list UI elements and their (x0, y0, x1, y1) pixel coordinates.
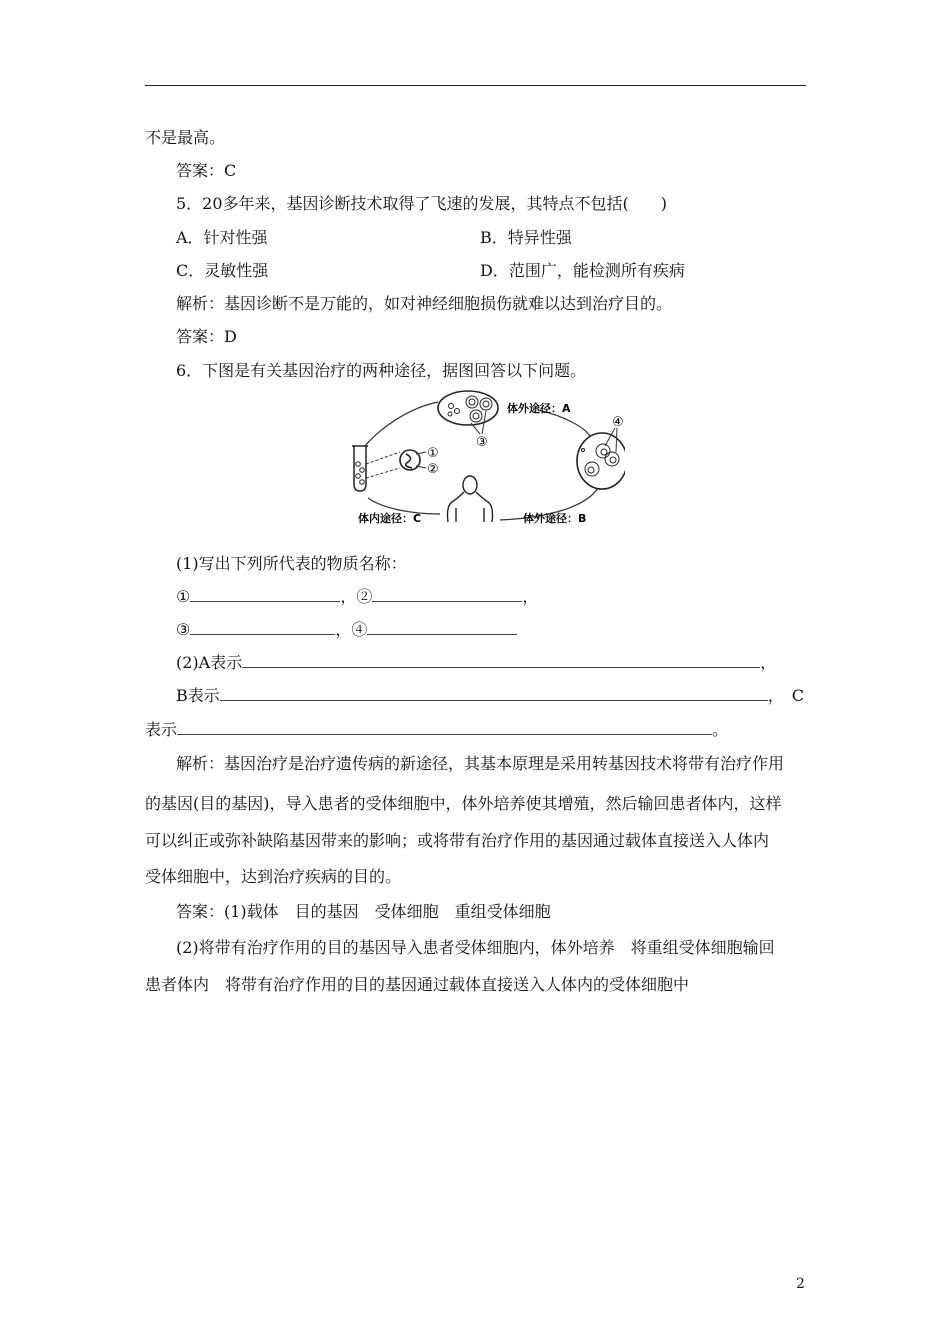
analysis-line: 可以纠正或弥补缺陷基因带来的影响；或将带有治疗作用的基因通过载体直接送入人体内 (145, 831, 770, 850)
sub-question-1: (1)写出下列所代表的物质名称： (176, 554, 407, 573)
label-1: ① (427, 446, 439, 461)
option-b: B．特异性强 (480, 228, 572, 247)
analysis-line: 受体细胞中，达到治疗疾病的目的。 (145, 867, 402, 886)
route-c-label: 体内途径：C (358, 512, 422, 525)
zoom-line-top (366, 452, 400, 464)
answer-line: 答案：C (176, 161, 237, 180)
b-label: B表示 (176, 686, 220, 705)
punct: 。 (712, 720, 729, 739)
c-label: ， C (767, 686, 805, 705)
option-d: D．范围广，能检测所有疾病 (480, 261, 685, 280)
route-a-label: 体外途径：A (507, 402, 571, 415)
answer-blank-4[interactable] (367, 620, 517, 635)
label-2: ② (427, 462, 439, 477)
blank-label-3: ③ (176, 620, 191, 639)
fill-line (176, 653, 776, 673)
answer-line: (2)将带有治疗作用的目的基因导入患者受体细胞内，体外培养 将重组受体细胞输回 (176, 938, 775, 957)
route-b-label: 体外途径：B (523, 512, 587, 525)
question-5: 5．20多年来，基因诊断技术取得了飞速的发展，其特点不包括( ) (176, 194, 668, 213)
zoom-line-bottom (366, 468, 400, 478)
answer-line: 答案：D (176, 327, 237, 346)
human-silhouette (448, 476, 493, 522)
analysis-line: 解析：基因诊断不是万能的，如对神经细胞损伤就难以达到治疗目的。 (176, 294, 673, 313)
answer-blank-1[interactable] (190, 587, 340, 602)
text-line: 不是最高。 (145, 128, 226, 147)
answer-blank-b[interactable] (220, 686, 768, 701)
analysis-line: 解析：基因治疗是治疗遗传病的新途径，其基本原理是采用转基因技术将带有治疗作用 (176, 754, 785, 773)
answer-blank-a[interactable] (242, 653, 760, 668)
fill-line (145, 720, 728, 740)
option-a: A．针对性强 (176, 228, 268, 247)
question-6: 6．下图是有关基因治疗的两种途径，据图回答以下问题。 (176, 361, 587, 380)
test-tube (352, 446, 368, 491)
fill-line (176, 587, 538, 607)
header-rule (145, 85, 806, 86)
answer-line: 答案：(1)载体 目的基因 受体细胞 重组受体细胞 (176, 902, 551, 921)
analysis-line: 的基因(目的基因)，导入患者的受体细胞中，体外培养使其增殖，然后输回患者体内，这样 (145, 794, 782, 813)
page-number: 2 (796, 1276, 805, 1292)
option-c: C．灵敏性强 (176, 261, 269, 280)
blank-label-1: ① (176, 587, 191, 606)
answer-line: 患者体内 将带有治疗作用的目的基因通过载体直接送入人体内的受体细胞中 (145, 975, 690, 994)
blank-label-2: ，② (340, 587, 373, 606)
punct: ， (760, 653, 777, 672)
a-label: (2)A表示 (176, 653, 243, 672)
fill-line (176, 686, 804, 706)
cell-dish-right (577, 433, 625, 489)
punct: ， (522, 587, 539, 606)
gene-therapy-diagram (340, 388, 625, 530)
answer-blank-2[interactable] (372, 587, 522, 602)
answer-blank-3[interactable] (190, 620, 335, 635)
answer-blank-c[interactable] (177, 720, 712, 735)
fill-line (176, 620, 517, 640)
blank-label-4: ，④ (335, 620, 368, 639)
vector-circle (400, 450, 420, 470)
label-4: ④ (612, 415, 624, 430)
label-3: ③ (476, 435, 488, 450)
arc-left-top (362, 402, 438, 450)
c-label-cont: 表示 (145, 720, 178, 739)
cell-dish-top (438, 391, 498, 425)
